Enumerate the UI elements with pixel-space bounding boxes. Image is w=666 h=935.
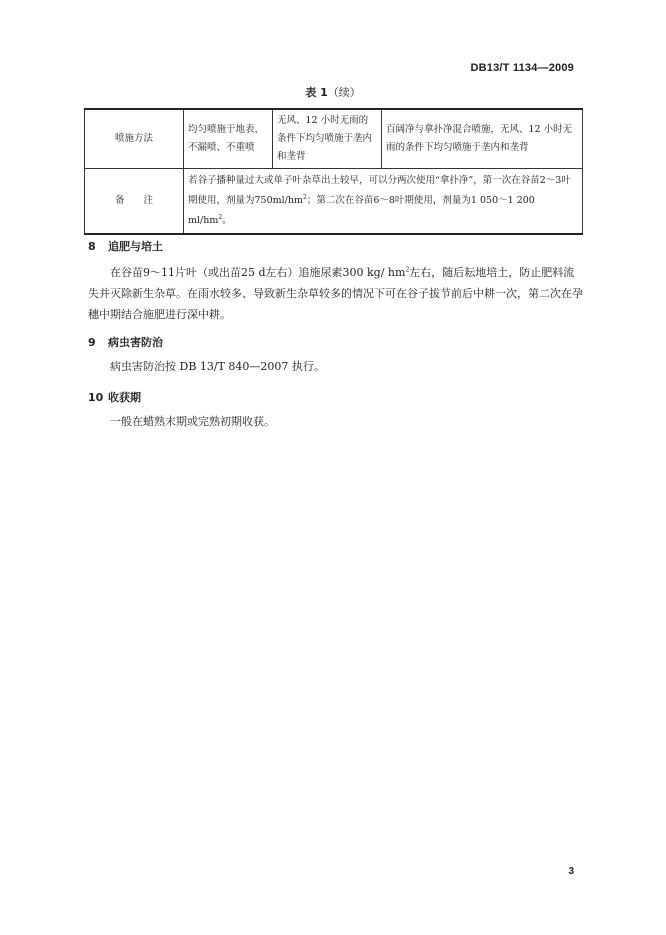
section-title: 收获期 (108, 391, 141, 404)
remarks-text-c: 。 (222, 215, 232, 226)
page-number: 3 (568, 866, 574, 877)
spray-method-cell-3: 百阔净与拿扑净混合喷施，无风、12 小时无雨的条件下均匀喷施于垄内和垄背 (382, 109, 583, 169)
section-number: 8 (88, 240, 96, 253)
remarks-text-b: ；第二次在谷苗6～8叶期使用，剂量为1 050～1 200 ml/hm (188, 195, 535, 226)
remarks-cell (184, 169, 583, 235)
section-8-paragraph (88, 262, 584, 325)
table-title-continued: （续） (327, 86, 361, 99)
table-row-spray-method (85, 109, 583, 169)
section-heading-9 (88, 334, 163, 350)
section-title: 追肥与培土 (108, 240, 163, 253)
remarks-text-a: 若谷子播种量过大或单子叶杂草出土较早，可以分两次使用“拿扑净”，第一次在谷苗2～3叶期使用，剂量为750ml/hm (188, 175, 571, 206)
section-8-text-b: 左右，随后耘地培土，防止肥料流失并灭除新生杂草。在雨水较多、导致新生杂草较多的情况下可在谷子拔节前后中耕一次，第二次在孕穗中期结合施肥进行深中耕。 (88, 266, 583, 321)
section-9-paragraph: 病虫害防治按 DB 13/T 840—2007 执行。 (110, 360, 325, 373)
section-heading-10 (88, 389, 141, 405)
section-number: 9 (88, 336, 96, 349)
spray-method-cell-2: 无风、12 小时无雨的条件下均匀喷施于垄内和垄背 (273, 109, 382, 169)
row-label-spray-method: 喷施方法 (85, 109, 184, 169)
section-8-text-a: 在谷苗9～11片叶（或出苗25 d左右）追施尿素300 kg/ hm (110, 266, 406, 279)
remarks-superscript-a: 2 (303, 193, 307, 201)
herbicide-table (84, 108, 583, 235)
table-title-number: 表 1 (305, 86, 328, 99)
table-title (0, 84, 666, 100)
remarks-superscript-b: 2 (218, 213, 223, 221)
table-row-remarks (85, 169, 583, 235)
section-8-superscript: 2 (405, 266, 410, 274)
standard-code: DB13/T 1134—2009 (470, 62, 574, 74)
section-title: 病虫害防治 (108, 336, 163, 349)
section-number: 10 (88, 391, 104, 404)
section-10-paragraph: 一般在蜡熟末期或完熟初期收获。 (110, 415, 275, 428)
spray-method-cell-1: 均匀喷施于地表，不漏喷、不重喷 (184, 109, 273, 169)
row-label-remarks: 备 注 (85, 169, 184, 235)
section-heading-8 (88, 238, 163, 254)
